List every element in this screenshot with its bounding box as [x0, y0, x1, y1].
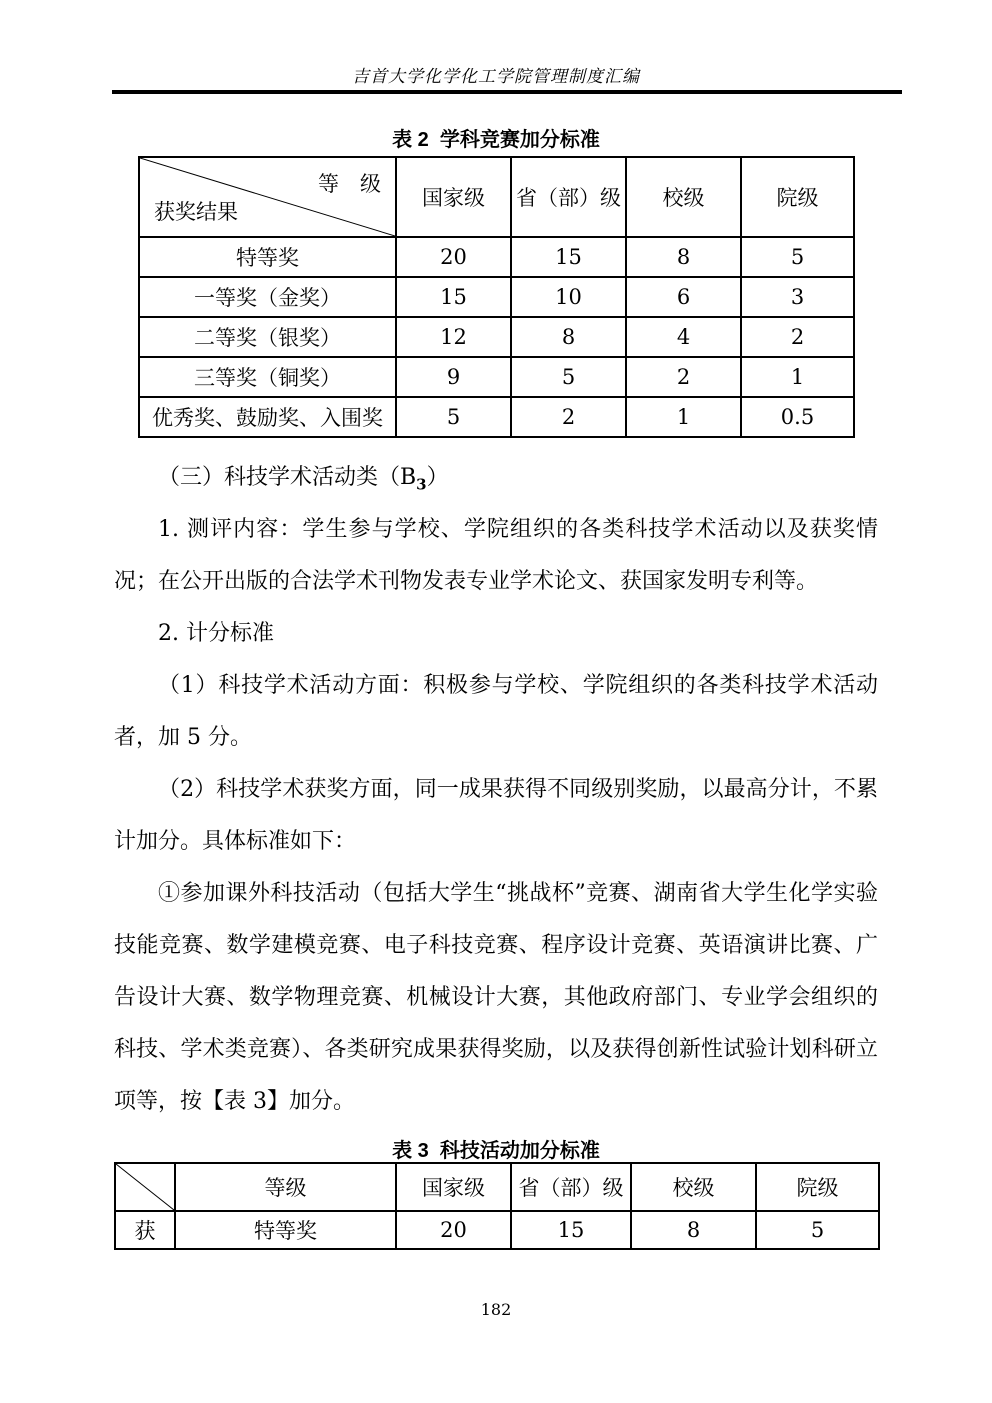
column-header: 院级: [756, 1163, 879, 1211]
cell-value: 8: [631, 1211, 756, 1249]
corner-label-level: 等 级: [318, 172, 381, 196]
body-text-block: [114, 452, 878, 1128]
cell-value: 5: [511, 357, 626, 397]
table-row: [139, 397, 854, 437]
table2-corner-cell: [139, 157, 396, 237]
cell-value: 2: [511, 397, 626, 437]
cell-value: 5: [396, 397, 511, 437]
cell-value: 1: [741, 357, 854, 397]
cell-value: 20: [396, 1211, 511, 1249]
corner-label-award-result: 获奖结果: [154, 200, 238, 224]
table3-header-row: [115, 1163, 879, 1211]
cell-value: 6: [626, 277, 741, 317]
table2-header-row: [139, 157, 854, 237]
diagonal-line: [116, 1164, 174, 1210]
column-header: 等级: [175, 1163, 396, 1211]
column-header: 国家级: [396, 157, 511, 237]
table-row: [139, 237, 854, 277]
table2-title: 表 2 学科竞赛加分标准: [392, 129, 600, 151]
cell-value: 0.5: [741, 397, 854, 437]
page-header-title: 吉首大学化学化工学院管理制度汇编: [352, 67, 640, 87]
row-label: 优秀奖、鼓励奖、入围奖: [139, 397, 396, 437]
row-label: 二等奖（银奖）: [139, 317, 396, 357]
section-heading-subscript: 3: [416, 475, 427, 494]
table-row: [139, 277, 854, 317]
paragraph-competition-list: ①参加课外科技活动（包括大学生“挑战杯”竞赛、湖南省大学生化学实验技能竞赛、数学建模竞赛、电子科技竞赛、程序设计竞赛、英语演讲比赛、广告设计大赛、数学物理竞赛、机械设计大赛，其他政府部门、专业学会组织的科技、学术类竞赛）、各类研究成果获得奖励，以及获得创新性试验计划科研立项等，按【表 3】加分。: [114, 881, 878, 1114]
section-heading-prefix: （三）科技学术活动类（B: [158, 465, 417, 490]
table3-title: 表 3 科技活动加分标准: [392, 1140, 600, 1162]
paragraph-activity-points: （1）科技学术活动方面：积极参与学校、学院组织的各类科技学术活动者，加 5 分。: [114, 673, 878, 750]
paragraph-award-points: （2）科技学术获奖方面，同一成果获得不同级别奖励，以最高分计，不累计加分。具体标准如下：: [114, 777, 878, 854]
table3-corner-cell: [115, 1163, 175, 1211]
cell-value: 8: [626, 237, 741, 277]
table2-subject-competition: [138, 156, 855, 438]
table3-tech-activity: [114, 1162, 880, 1250]
column-header: 校级: [631, 1163, 756, 1211]
cell-value: 15: [396, 277, 511, 317]
cell-value: 12: [396, 317, 511, 357]
cell-value: 4: [626, 317, 741, 357]
row-label: 三等奖（铜奖）: [139, 357, 396, 397]
row-label: 特等奖: [139, 237, 396, 277]
cell-value: 20: [396, 237, 511, 277]
paragraph-eval-content: 1. 测评内容：学生参与学校、学院组织的各类科技学术活动以及获奖情况；在公开出版的合法学术刊物发表专业学术论文、获国家发明专利等。: [114, 517, 878, 594]
table-row: [139, 357, 854, 397]
column-header: 国家级: [396, 1163, 511, 1211]
column-header: 院级: [741, 157, 854, 237]
cell-value: 2: [626, 357, 741, 397]
section-heading-suffix: ）: [426, 465, 449, 490]
header-rule: [112, 90, 902, 94]
column-header: 校级: [626, 157, 741, 237]
cell-value: 15: [511, 1211, 631, 1249]
cell-value: 10: [511, 277, 626, 317]
row-label: 一等奖（金奖）: [139, 277, 396, 317]
column-header: 省（部）级: [511, 157, 626, 237]
row-side-label: 获: [115, 1211, 175, 1249]
cell-value: 2: [741, 317, 854, 357]
table-row: [115, 1211, 879, 1249]
cell-value: 5: [741, 237, 854, 277]
page-number: 182: [480, 1300, 512, 1319]
cell-value: 15: [511, 237, 626, 277]
paragraph-scoring-standard: 2. 计分标准: [158, 621, 274, 646]
cell-value: 8: [511, 317, 626, 357]
cell-value: 9: [396, 357, 511, 397]
cell-value: 1: [626, 397, 741, 437]
cell-value: 3: [741, 277, 854, 317]
row-label: 特等奖: [175, 1211, 396, 1249]
column-header: 省（部）级: [511, 1163, 631, 1211]
table-row: [139, 317, 854, 357]
section-heading: [114, 452, 878, 504]
cell-value: 5: [756, 1211, 879, 1249]
